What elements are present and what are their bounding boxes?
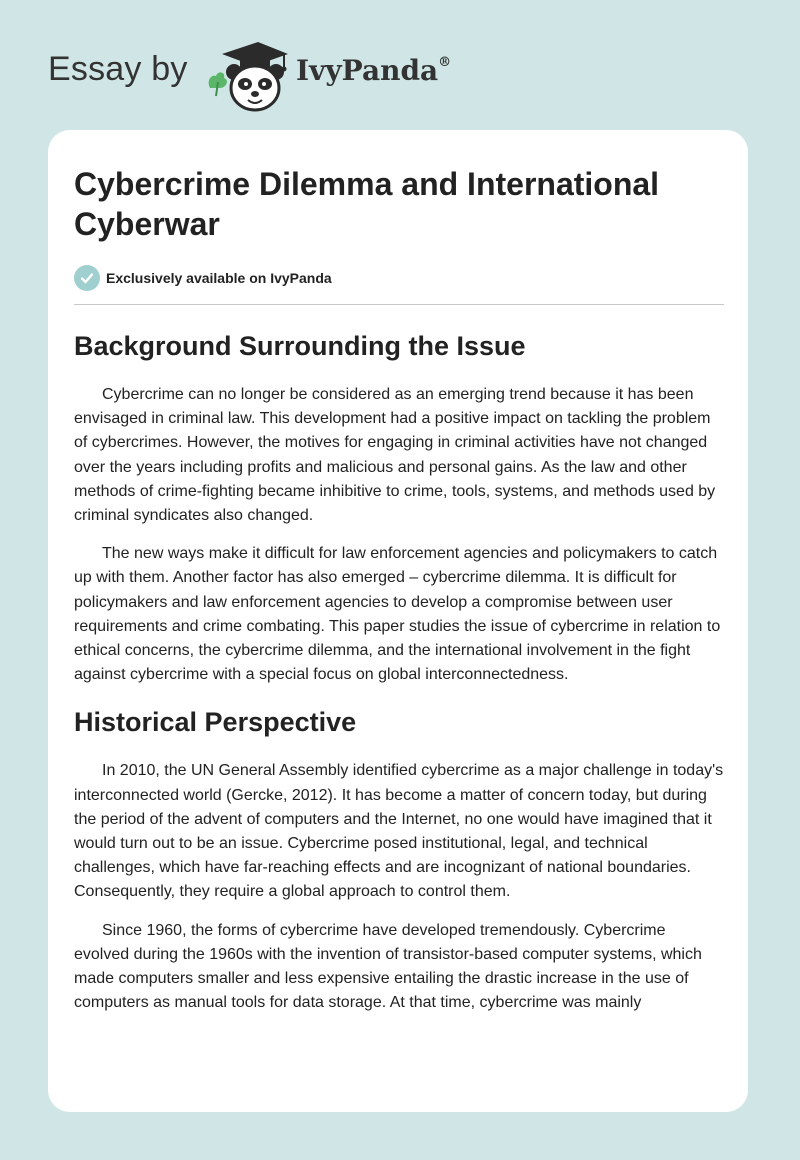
divider — [74, 304, 724, 305]
exclusive-badge-text: Exclusively available on IvyPanda — [106, 270, 332, 286]
paragraph: The new ways make it difficult for law enforcement agencies and policymakers to catch up with them. Another factor has also emerged – cybercrime dilemma. It is difficult for policymakers and law enforcement agencies to develop a compromise between user requirements and crime combating. This paper studies the issue of cybercrime in relation to ethical concerns, the cybercrime dilemma, and the international involvement in the fight against cybercrime with a special focus on global interconnectedness. — [74, 545, 721, 684]
essay-card — [48, 130, 748, 1112]
exclusive-badge — [74, 264, 724, 292]
essay-by-label: Essay by — [48, 50, 188, 88]
section-heading-background: Background Surrounding the Issue — [74, 331, 526, 361]
panda-graduation-cap-icon[interactable] — [204, 36, 290, 116]
essay-content — [74, 164, 724, 1015]
paragraph: Since 1960, the forms of cybercrime have developed tremendously. Cybercrime evolved during the 1960s with the invention of transistor-based computer systems, which made computers smaller and less expensive entailing the drastic increase in the use of computers as manual tools for data storage. At that time, cybercrime was mainly — [74, 921, 702, 1012]
paragraph: In 2010, the UN General Assembly identified cybercrime as a major challenge in today's interconnected world (Gercke, 2012). It has become a matter of concern today, but during the period of the advent of computers and the Internet, no one would have imagined that it would turn out to be an issue. Cybercrime posed institutional, legal, and technical challenges, which have far-reaching effects and are incognizant of national boundaries. Consequently, they require a global approach to control them. — [74, 762, 724, 901]
paragraph: Cybercrime can no longer be considered as an emerging trend because it has been envisaged in criminal law. This development had a positive impact on tackling the problem of cybercrimes. However, the motives for engaging in criminal activities have not changed over the years including profits and malicious and personal gains. As the law and other methods of crime-fighting became inhibitive to crime, tools, systems, and methods used by criminal syndicates also changed. — [74, 386, 716, 525]
site-header — [48, 28, 748, 118]
section-heading-historical: Historical Perspective — [74, 707, 357, 738]
page-title: Cybercrime Dilemma and International Cyberwar — [74, 166, 660, 242]
check-circle-icon — [74, 265, 100, 291]
brand-name[interactable]: IvyPanda® — [296, 54, 452, 87]
